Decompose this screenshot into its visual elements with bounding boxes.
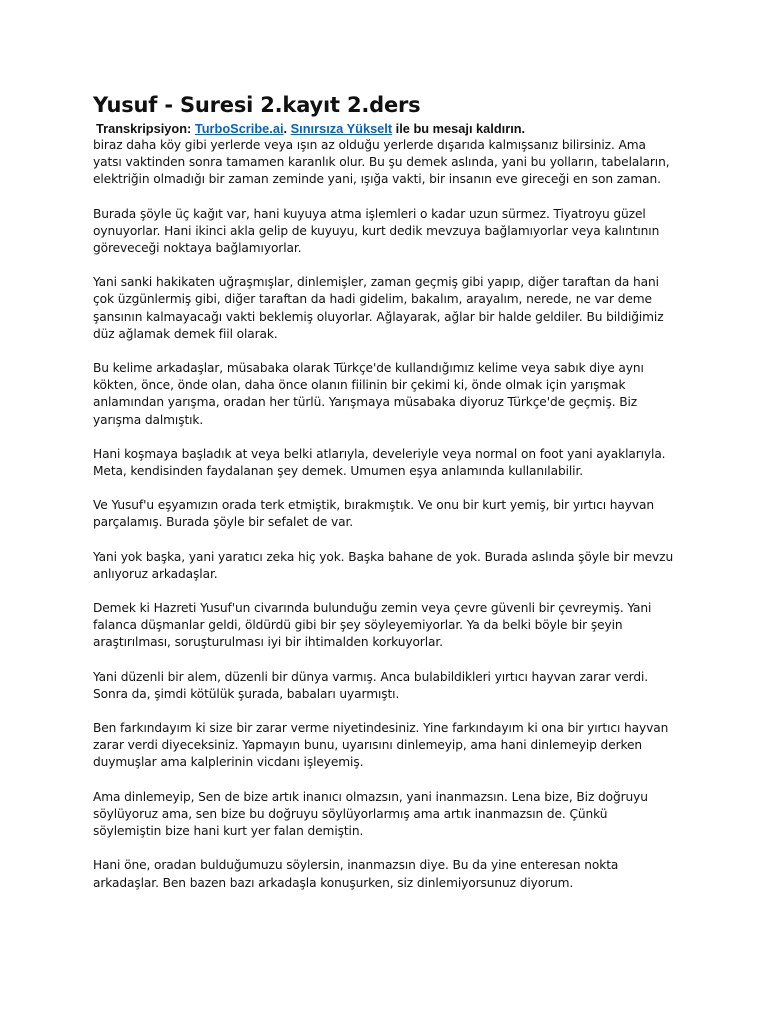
transcription-prefix: Transkripsiyon: bbox=[96, 121, 195, 136]
body-paragraph: Yani yok başka, yani yaratıcı zeka hiç yok. Başka bahane de yok. Burada aslında şöyle bir mevzu anlıyoruz arkadaşlar. bbox=[93, 549, 674, 581]
body-paragraph: Ve Yusuf'u eşyamızın orada terk etmiştik, bırakmıştık. Ve onu bir kurt yemiş, bir yırtıcı hayvan parçalamış. Burada şöyle bir sefalet de var. bbox=[93, 498, 654, 530]
transcription-separator: . bbox=[283, 121, 291, 136]
body-paragraph: Burada şöyle üç kağıt var, hani kuyuya atma işlemleri o kadar uzun sürmez. Tiyatroyu güzel oynuyorlar. Hani ikinci akla gelip de kuyuyu, kurt dedik mevzuya bağlamıyorlar veya kalıntının göreveceği noktaya bağlamıyorlar. bbox=[93, 206, 660, 256]
upgrade-link[interactable]: Sınırsıza Yükselt bbox=[290, 121, 393, 136]
transcription-suffix: ile bu mesajı kaldırın. bbox=[392, 121, 526, 136]
document-page bbox=[93, 90, 677, 909]
body-paragraph: Hani öne, oradan bulduğumuzu söylersin, inanmazsın diye. Bu da yine enteresan nokta arkadaşlar. Ben bazen bazı arkadaşla konuşurken, siz dinlemiyorsunuz diyorum. bbox=[93, 858, 619, 890]
body-paragraph: Yani düzenli bir alem, düzenli bir dünya varmış. Anca bulabildikleri yırtıcı hayvan zarar verdi. Sonra da, şimdi kötülük şurada, babaları uyarmıştı. bbox=[93, 669, 649, 701]
body-paragraph: Yani sanki hakikaten uğraşmışlar, dinlemişler, zaman geçmiş gibi yapıp, diğer taraftan da hani çok üzgünlermiş gibi, diğer taraftan da hadi gidelim, bakalım, arayalım, nerede, ne var deme şansının kalmayacağı vakti beklemiş oluyorlar. Ağlayarak, ağlar bir halde geldiler. Bu bildiğimiz düz ağlamak demek fiil olarak. bbox=[93, 275, 664, 341]
body-paragraph: Bu kelime arkadaşlar, müsabaka olarak Türkçe'de kullandığımız kelime veya sabık diye aynı kökten, önce, önde olan, daha önce olanın fiilinin bir çekimi ki, önde olmak için yarışmak anlamından yarışma, oradan her türlü. Yarışmaya müsabaka diyoruz Türkçe'de geçmiş. Biz yarışma dalmıştık. bbox=[93, 361, 644, 427]
body-paragraph: Ama dinlemeyip, Sen de bize artık inanıcı olmazsın, yani inanmazsın. Lena bize, Biz doğruyu söylüyoruz ama, sen bize bu doğruyu söylüyorlarmış ama artık inanmazsın de. Çünkü söylemiştin bize hani kurt yer falan demiştin. bbox=[93, 789, 648, 839]
turboscribe-link[interactable]: TurboScribe.ai bbox=[194, 121, 284, 136]
body-paragraph: Demek ki Hazreti Yusuf'un civarında bulunduğu zemin veya çevre güvenli bir çevreymiş. Yani falanca düşmanlar geldi, öldürdü gibi bir şey söyleyemiyorlar. Ya da belki böyle bir şeyin araştırılması, soruşturulması iyi bir ihtimalden korkuyorlar. bbox=[93, 601, 652, 650]
body-paragraph: Hani koşmaya başladık at veya belki atlarıyla, develeriyle veya normal on foot yani ayaklarıyla. Meta, kendisinden faydalanan şey demek. Umumen eşya anlamında kullanılabilir. bbox=[93, 446, 666, 479]
transcription-notice bbox=[96, 120, 677, 137]
document-title: Yusuf - Suresi 2.kayıt 2.ders bbox=[93, 93, 421, 117]
body-paragraph: biraz daha köy gibi yerlerde veya ışın az olduğu yerlerde dışarıda kalmışsanız bilirsiniz. Ama yatsı vaktinden sonra tamamen karanlık olur. Bu şu demek aslında, yani bu yolların, tabelaların, elektriğin olmadığı bir zaman zeminde yani, ışığa vakti, bir insanın eve gireceği en son zaman. bbox=[93, 138, 670, 187]
body-paragraph: Ben farkındayım ki size bir zarar verme niyetindesiniz. Yine farkındayım ki ona bir yırtıcı hayvan zarar verdi diyeceksiniz. Yapmayın bunu, uyarısını dinlemeyip, ama hani dinlemeyip derken duymuşlar ama kalplerinin vicdanı işleyemiş. bbox=[93, 721, 669, 770]
